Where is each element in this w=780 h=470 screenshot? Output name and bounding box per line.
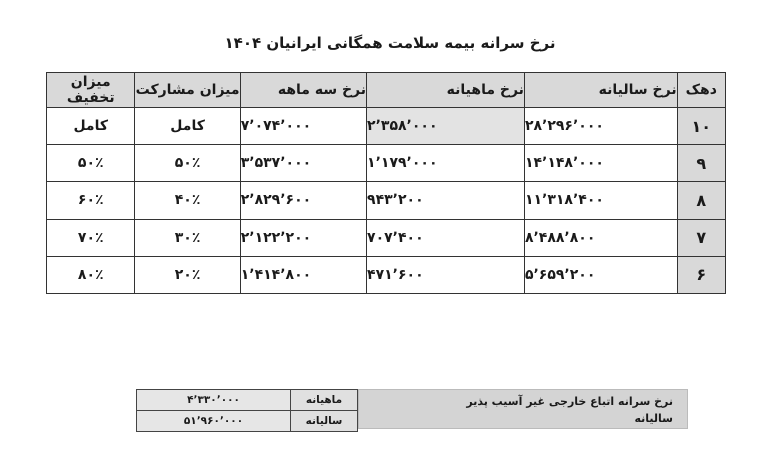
cell-quarterly: ۲٬۱۲۲٬۲۰۰ xyxy=(240,219,366,256)
cell-monthly: ۹۴۳٬۲۰۰ xyxy=(367,182,525,219)
cell-annual: ۵٬۶۵۹٬۲۰۰ xyxy=(524,256,677,293)
cell-annual: ۱۴٬۱۴۸٬۰۰۰ xyxy=(524,145,677,182)
cell-dahak: ۹ xyxy=(677,145,725,182)
cell-annual: ۱۱٬۳۱۸٬۴۰۰ xyxy=(524,182,677,219)
cell-monthly: ۷۰۷٬۴۰۰ xyxy=(367,219,525,256)
foreign-rates-table xyxy=(136,389,358,432)
foreign-nationals-label xyxy=(358,389,688,429)
foreign-label-line2: سالیانه xyxy=(634,412,673,425)
cell-discount: کامل xyxy=(47,108,135,145)
table-row xyxy=(47,256,726,293)
insurance-rates-table xyxy=(46,72,726,294)
foreign-monthly-value: ۴٬۳۳۰٬۰۰۰ xyxy=(137,390,291,411)
header-discount: میزان تخفیف xyxy=(47,73,135,108)
table-row xyxy=(47,182,726,219)
foreign-annual-label: سالیانه xyxy=(291,411,358,432)
cell-discount: ۵۰٪ xyxy=(47,145,135,182)
cell-participation: ۲۰٪ xyxy=(135,256,240,293)
cell-annual: ۲۸٬۲۹۶٬۰۰۰ xyxy=(524,108,677,145)
cell-quarterly: ۱٬۴۱۴٬۸۰۰ xyxy=(240,256,366,293)
foreign-monthly-label: ماهیانه xyxy=(291,390,358,411)
table-row xyxy=(137,411,358,432)
cell-quarterly: ۳٬۵۳۷٬۰۰۰ xyxy=(240,145,366,182)
foreign-label-line1: نرخ سرانه اتباع خارجی غیر آسیب پذیر xyxy=(466,395,673,408)
foreign-nationals-section xyxy=(136,389,688,429)
header-monthly-rate: نرخ ماهیانه xyxy=(367,73,525,108)
cell-participation: ۵۰٪ xyxy=(135,145,240,182)
cell-monthly: ۱٬۱۷۹٬۰۰۰ xyxy=(367,145,525,182)
header-participation: میزان مشارکت xyxy=(135,73,240,108)
cell-participation: ۳۰٪ xyxy=(135,219,240,256)
table-row xyxy=(47,108,726,145)
table-header-row xyxy=(47,73,726,108)
cell-quarterly: ۷٬۰۷۴٬۰۰۰ xyxy=(240,108,366,145)
cell-monthly: ۴۷۱٬۶۰۰ xyxy=(367,256,525,293)
cell-annual: ۸٬۴۸۸٬۸۰۰ xyxy=(524,219,677,256)
cell-participation: کامل xyxy=(135,108,240,145)
cell-dahak: ۸ xyxy=(677,182,725,219)
table-row xyxy=(137,390,358,411)
cell-discount: ۷۰٪ xyxy=(47,219,135,256)
cell-dahak: ۷ xyxy=(677,219,725,256)
cell-dahak: ۶ xyxy=(677,256,725,293)
cell-dahak: ۱۰ xyxy=(677,108,725,145)
cell-discount: ۶۰٪ xyxy=(47,182,135,219)
cell-discount: ۸۰٪ xyxy=(47,256,135,293)
header-annual-rate: نرخ سالیانه xyxy=(524,73,677,108)
header-dahak: دهک xyxy=(677,73,725,108)
header-quarterly-rate: نرخ سه ماهه xyxy=(240,73,366,108)
page-title: نرخ سرانه بیمه سلامت همگانی ایرانیان ۱۴۰۴ xyxy=(224,34,556,52)
cell-monthly: ۲٬۳۵۸٬۰۰۰ xyxy=(367,108,525,145)
cell-participation: ۴۰٪ xyxy=(135,182,240,219)
cell-quarterly: ۲٬۸۲۹٬۶۰۰ xyxy=(240,182,366,219)
table-row xyxy=(47,145,726,182)
foreign-annual-value: ۵۱٬۹۶۰٬۰۰۰ xyxy=(137,411,291,432)
table-row xyxy=(47,219,726,256)
